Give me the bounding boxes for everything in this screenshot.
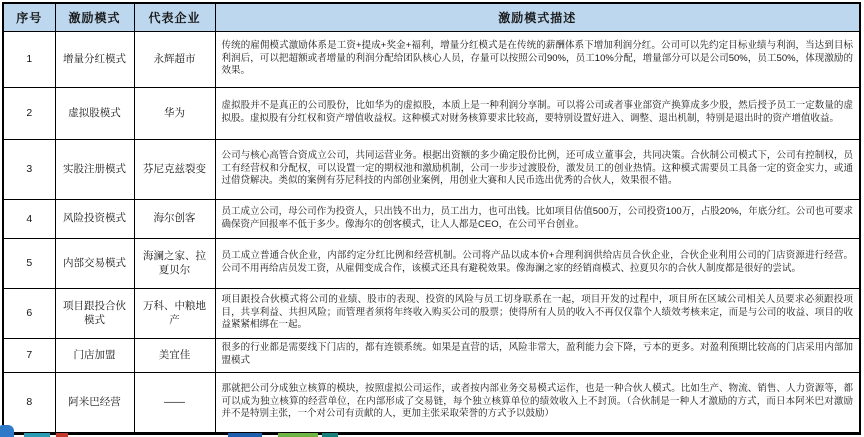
model-description: 项目跟投合伙模式将公司的业绩、股市的表现、投资的风险与员工切身联系在一起，项目开发的过程中，项目所在区域公司相关人员要求必须跟投项目，共享利益、共担风险；而管理者须将年终收入购买公司的股票；使得所有人员的收入不再仅仅靠个人绩效考核来定，而是与公司的收益、项目的收益紧紧相绑在一起。	[215, 288, 860, 338]
table-row	[3, 288, 860, 338]
row-number: 3	[3, 139, 55, 199]
model-description: 虚拟股并不是真正的公司股份，比如华为的虚拟股，本质上是一种利润分享制。可以将公司或者事业部资产换算成多少股，然后授予员工一定数量的虚拟股。虚拟股有分红权和资产增值收益权。这种模式对财务核算要求比较高，要特别设置好进入、调整、退出机制，特别是退出时的资产增值收益。	[215, 87, 860, 139]
row-number: 1	[3, 31, 55, 87]
row-number: 7	[3, 338, 55, 372]
row-number: 6	[3, 288, 55, 338]
model-name: 实股注册模式	[55, 139, 134, 199]
model-name: 虚拟股模式	[55, 87, 134, 139]
company-name: 华为	[134, 87, 215, 139]
row-number: 4	[3, 199, 55, 238]
company-name: 芬尼克兹裂变	[134, 139, 215, 199]
table-row	[3, 31, 860, 87]
model-name: 项目跟投合伙模式	[55, 288, 134, 338]
header-cell-number: 序号	[3, 3, 55, 31]
table-header	[3, 3, 860, 31]
company-name: 永辉超市	[134, 31, 215, 87]
table-row	[3, 139, 860, 199]
table-row	[3, 338, 860, 372]
company-name: 海澜之家、拉夏贝尔	[134, 238, 215, 288]
company-name: ——	[134, 372, 215, 433]
row-number: 8	[3, 372, 55, 433]
model-description: 很多的行业都是需要线下门店的，都有连锁系统。如果是直营的话，风险非常大，盈利能力会下降，亏本的更多。对盈利预期比较高的门店采用内部加盟模式	[215, 338, 860, 372]
table-row	[3, 372, 860, 433]
table-body	[3, 31, 860, 433]
company-name: 万科、中粮地产	[134, 288, 215, 338]
model-description: 公司与核心高管合资成立公司，共同运营业务。根据出资额的多少确定股份比例，还可成立董事会，共同决策。合伙制公司模式下，公司有控制权，员工有经营权和分配权，可以设置一定的期权池和激励机制，公司一步步过渡股份，激发员工的创业热情。这种模式需要员工具备一定的资金实力，或通过借贷解决。类似的案例有芬尼科技的内部创业案例，用创业大赛和人民币选出优秀的合伙人，效果很不错。	[215, 139, 860, 199]
row-number: 5	[3, 238, 55, 288]
table-row	[3, 199, 860, 238]
header-cell-description: 激励模式描述	[215, 3, 860, 31]
model-description: 员工成立普通合伙企业，内部约定分红比例和经营机制。公司将产品以成本价+合理利润供给店员合伙企业，合伙企业利用公司的门店资源进行经营。公司不用再给店员发工资，从雇佣变成合作，该模式还具有避税效果。像海澜之家的经销商模式、拉夏贝尔的合伙人制度都是很好的尝试。	[215, 238, 860, 288]
incentive-model-table	[2, 2, 861, 435]
model-description: 员工成立公司，母公司作为投资人，只出钱不出力，员工出力，也可出钱。比如项目估值500万，公司投资100万，占股20%，年底分红。公司也可要求确保资产回报率不低于多少。像海尔的创客模式，让人人都是CEO，在公司平台创业。	[215, 199, 860, 238]
header-row	[3, 3, 860, 31]
header-cell-company: 代表企业	[134, 3, 215, 31]
company-name: 美宜佳	[134, 338, 215, 372]
table-row	[3, 87, 860, 139]
model-description: 那就把公司分成独立核算的模块，按照虚拟公司运作，或者按内部业务交易模式运作，也是一种合伙人模式。比如生产、物流、销售、人力资源等，都可以成为独立核算的经营单位，在内部形成了交易链，每个独立核算单位的绩效收入上不封顶。（合伙制是一种人才激励的方式，而日本阿米巴对激励并不是特别主张，一个对公司有贡献的人，更加主张采取荣誉的方式予以鼓励）	[215, 372, 860, 433]
model-description: 传统的雇佣模式激励体系是工资+提成+奖金+福利，增量分红模式是在传统的薪酬体系下增加利润分红。公司可以先约定目标业绩与利润，当达到目标利润后，可以把超额或者增量的利润分配给团队核心人员，存量可以按照公司90%，员工10%分配，增量部分可以是公司50%，员工50%，体现激励的效果。	[215, 31, 860, 87]
header-cell-model: 激励模式	[55, 3, 134, 31]
model-name: 门店加盟	[55, 338, 134, 372]
company-name: 海尔创客	[134, 199, 215, 238]
model-name: 内部交易模式	[55, 238, 134, 288]
table-row	[3, 238, 860, 288]
model-name: 增量分红模式	[55, 31, 134, 87]
model-name: 阿米巴经营	[55, 372, 134, 433]
row-number: 2	[3, 87, 55, 139]
model-name: 风险投资模式	[55, 199, 134, 238]
